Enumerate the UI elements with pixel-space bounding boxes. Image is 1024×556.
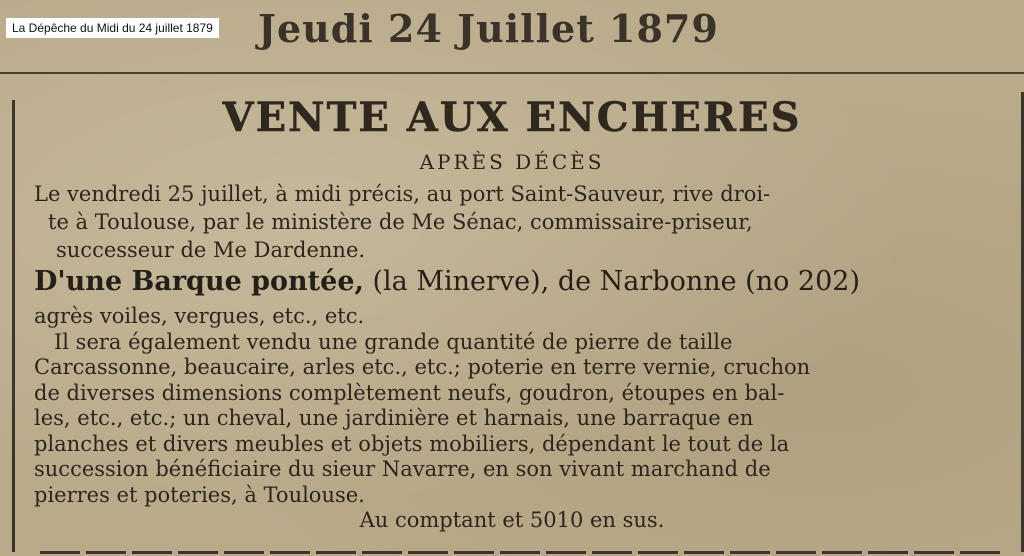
intro-line: te à Toulouse, par le ministère de Me Sénac, commissaire-priseur, xyxy=(48,210,753,234)
intro-line: successeur de Me Dardenne. xyxy=(56,238,366,262)
body-line: planches et divers meubles et objets mobiliers, dépendant le tout de la xyxy=(34,431,790,456)
body-line: les, etc., etc.; un cheval, une jardinière et harnais, une barraque en xyxy=(34,406,754,430)
ad-payment-terms: Au comptant et 5010 en sus. xyxy=(359,508,665,532)
ad-title: VENTE AUX ENCHERES xyxy=(222,94,802,141)
ad-body xyxy=(34,304,1000,508)
body-line: Il sera également vendu une grande quantité de pierre de taille xyxy=(54,329,733,354)
ad-intro xyxy=(34,180,1000,264)
body-line: agrès voiles, vergues, etc., etc. xyxy=(34,304,365,328)
lot-bold: D'une Barque pontée, xyxy=(34,266,364,297)
body-line: pierres et poteries, à Toulouse. xyxy=(34,482,365,507)
image-caption: La Dépêche du Midi du 24 juillet 1879 xyxy=(6,18,219,38)
body-line: succession bénéficiaire du sieur Navarre, en son vivant marchand de xyxy=(34,457,771,481)
intro-line: Le vendredi 25 juillet, à midi précis, au port Saint-Sauveur, rive droi- xyxy=(34,182,771,206)
ad-lot-heading xyxy=(34,266,860,297)
newspaper-date-header: Jeudi 24 Juillet 1879 xyxy=(258,6,719,51)
body-line: de diverses dimensions complètement neufs, goudron, étoupes en bal- xyxy=(34,380,785,405)
body-line: Carcassonne, beaucaire, arles etc., etc.; poterie en terre vernie, cruchon xyxy=(34,355,811,379)
ad-subtitle: APRÈS DÉCÈS xyxy=(419,150,605,174)
ad-bottom-border xyxy=(40,551,1004,554)
header-divider xyxy=(0,72,1024,74)
lot-rest: (la Minerve), de Narbonne (no 202) xyxy=(363,266,861,297)
